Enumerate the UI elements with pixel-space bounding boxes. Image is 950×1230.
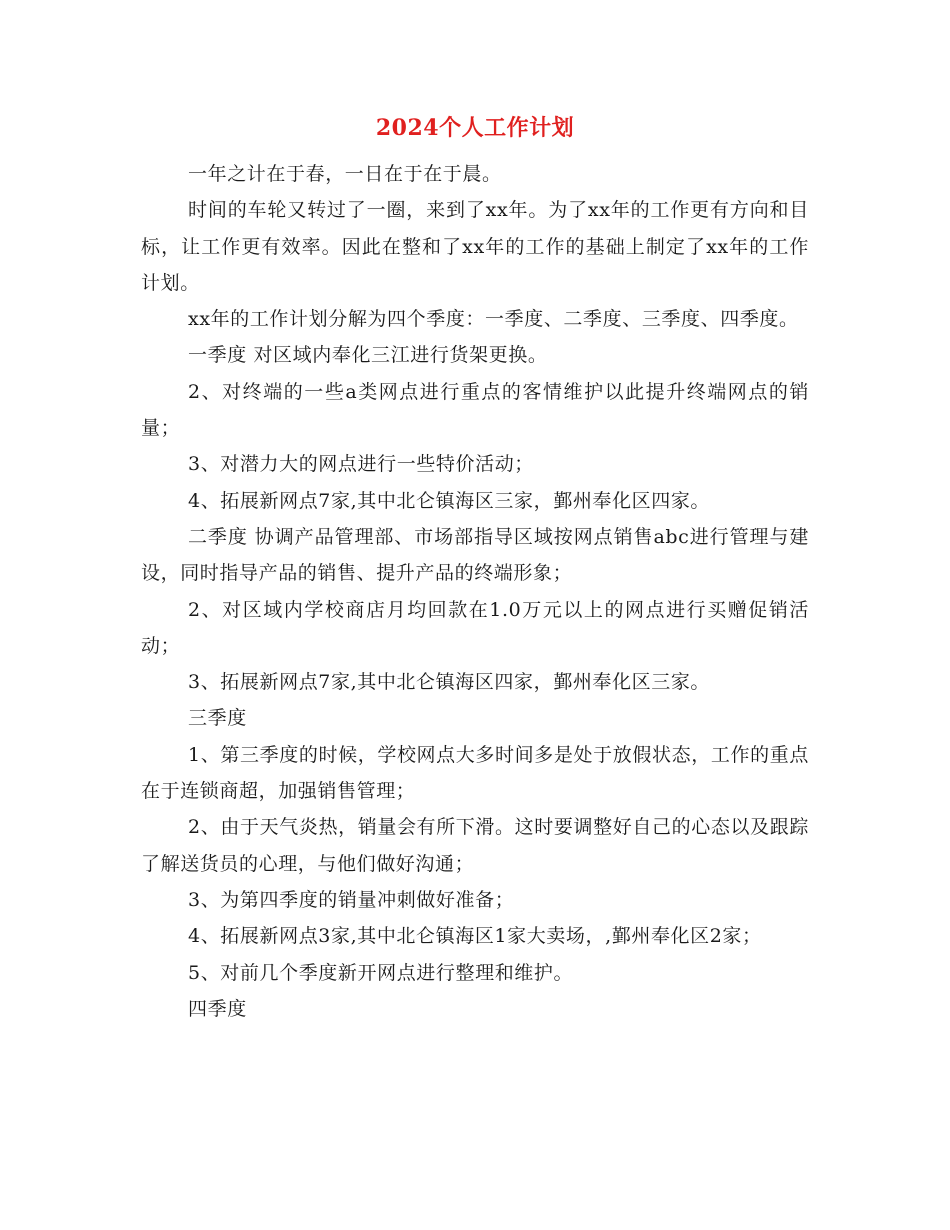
document-title: 2024个人工作计划: [375, 115, 575, 141]
paragraph: 2、对区域内学校商店月均回款在1.0万元以上的网点进行买赠促销活动；: [141, 598, 809, 657]
paragraph: 1、第三季度的时候，学校网点大多时间多是处于放假状态，工作的重点在于连锁商超，加强销售管理；: [141, 743, 809, 803]
paragraph: 2、对终端的一些a类网点进行重点的客情维护以此提升终端网点的销量；: [141, 380, 809, 440]
paragraph: 5、对前几个季度新开网点进行整理和维护。: [188, 961, 574, 984]
paragraph: 一季度 对区域内奉化三江进行货架更换。: [188, 344, 548, 367]
paragraph: 2、由于天气炎热，销量会有所下滑。这时要调整好自己的心态以及跟踪了解送货员的心理，与他们做好沟通；: [141, 816, 809, 875]
paragraph: 3、为第四季度的销量冲刺做好准备；: [188, 888, 515, 911]
paragraph: xx年的工作计划分解为四个季度：一季度、二季度、三季度、四季度。: [188, 308, 799, 331]
paragraph: 二季度 协调产品管理部、市场部指导区域按网点销售abc进行管理与建设，同时指导产品的销售、提升产品的终端形象；: [141, 525, 809, 585]
paragraph: 时间的车轮又转过了一圈，来到了xx年。为了xx年的工作更有方向和目标，让工作更有效率。因此在整和了xx年的工作的基础上制定了xx年的工作计划。: [141, 199, 809, 294]
paragraph: 3、对潜力大的网点进行一些特价活动；: [188, 453, 534, 476]
paragraph: 3、拓展新网点7家,其中北仑镇海区四家，鄞州奉化区三家。: [188, 671, 711, 694]
paragraph: 三季度: [188, 707, 247, 730]
paragraph: 4、拓展新网点3家,其中北仑镇海区1家大卖场，,鄞州奉化区2家；: [188, 925, 762, 948]
paragraph: 4、拓展新网点7家,其中北仑镇海区三家，鄞州奉化区四家。: [188, 489, 711, 512]
paragraph: 一年之计在于春，一日在于在于晨。: [188, 163, 502, 185]
document-body: [141, 156, 809, 1027]
paragraph: 四季度: [188, 997, 247, 1020]
